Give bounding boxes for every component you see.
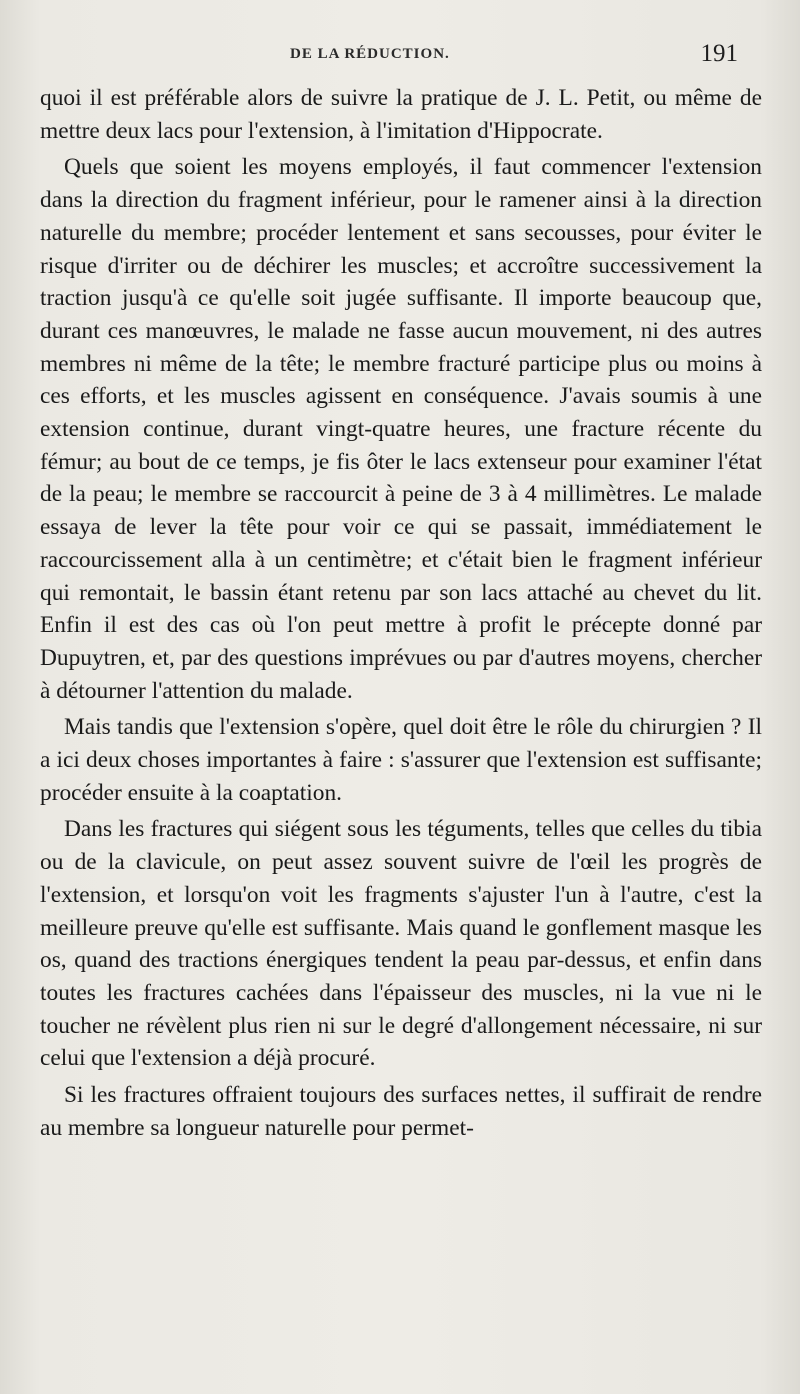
paragraph: Si les fractures offraient toujours des surfaces nettes, il suffirait de rendre au membre sa longueur naturelle pour permet- (40, 1082, 762, 1141)
running-head (0, 40, 800, 74)
paragraph-continuation: quoi il est préférable alors de suivre la pratique de J. L. Petit, ou même de mettre deux lacs pour l'extension, à l'imitation d'Hippocrate. (40, 85, 762, 144)
chapter-title: DE LA RÉDUCTION. (290, 46, 450, 62)
paragraph: Quels que soient les moyens employés, il faut commencer l'extension dans la direction du fragment inférieur, pour le ramener ainsi à la direction naturelle du membre; procéder lentement et sans secousses, pour éviter le risque d'irriter ou de déchirer les muscles; et accroître successivement la traction jusqu'à ce qu'elle soit jugée suffisante. Il importe beaucoup que, durant ces manœuvres, le malade ne fasse aucun mouvement, ni des autres membres ni même de la tête; le membre fracturé participe plus ou moins à ces efforts, et les muscles agissent en conséquence. J'avais soumis à une extension continue, durant vingt-quatre heures, une fracture récente du fémur; au bout de ce temps, je fis ôter le lacs extenseur pour examiner l'état de la peau; le membre se raccourcit à peine de 3 à 4 millimètres. Le malade essaya de lever la tête pour voir ce qui se passait, immédiatement le raccourcissement alla à un centimètre; et c'était bien le fragment inférieur qui remontait, le bassin étant retenu par son lacs attaché au chevet du lit. Enfin il est des cas où l'on peut mettre à profit le précepte donné par Dupuytren, et, par des questions imprévues ou par d'autres moyens, chercher à détourner l'attention du malade. (40, 154, 762, 704)
paragraph: Mais tandis que l'extension s'opère, quel doit être le rôle du chirurgien ? Il a ici deux choses importantes à faire : s'assurer que l'extension est suffisante; procéder ensuite à la coaptation. (40, 714, 762, 806)
body-text (40, 82, 762, 1149)
paragraph: Dans les fractures qui siégent sous les téguments, telles que celles du tibia ou de la clavicule, on peut assez souvent suivre de l'œil les progrès de l'extension, et lorsqu'on voit les fragments s'ajuster l'un à l'autre, c'est la meilleure preuve qu'elle est suffisante. Mais quand le gonflement masque les os, quand des tractions énergiques tendent la peau par-dessus, et enfin dans toutes les fractures cachées dans l'épaisseur des muscles, ni la vue ni le toucher ne révèlent plus rien ni sur le degré d'allongement nécessaire, ni sur celui que l'extension a déjà procuré. (40, 816, 762, 1072)
page-number: 191 (700, 40, 738, 67)
